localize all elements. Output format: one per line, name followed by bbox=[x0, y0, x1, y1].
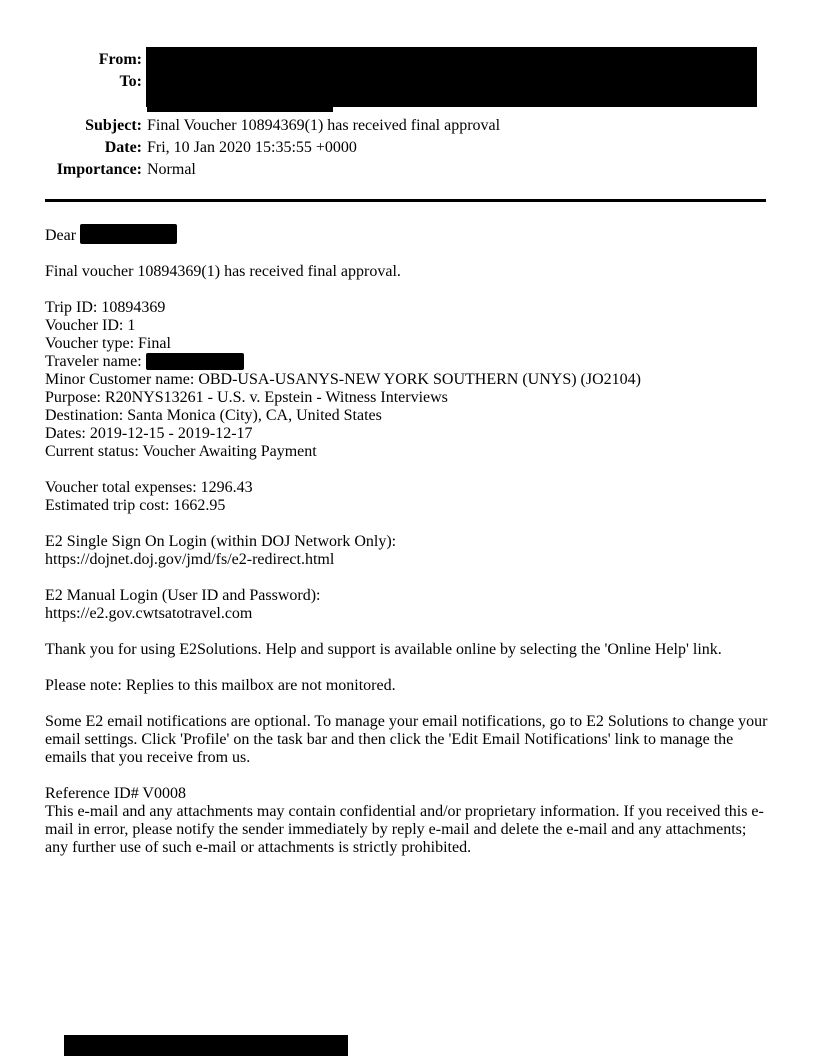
date-value: Fri, 10 Jan 2020 15:35:55 +0000 bbox=[147, 139, 357, 156]
opening-paragraph bbox=[45, 263, 805, 281]
from-to-redaction-bar bbox=[146, 47, 757, 107]
trip-id-line: Trip ID: 10894369 bbox=[45, 299, 166, 316]
salutation-paragraph bbox=[45, 224, 805, 245]
optional-notice-line: email settings. Click 'Profile' on the task bar and then click the 'Edit Email Notifications' link to manage the bbox=[45, 731, 734, 748]
optional-notice-paragraph bbox=[45, 713, 805, 767]
trip-details-paragraph bbox=[45, 299, 805, 461]
costs-paragraph bbox=[45, 479, 805, 515]
to-label: To: bbox=[119, 73, 142, 90]
salutation-text: Dear bbox=[45, 227, 77, 244]
header-divider bbox=[45, 199, 766, 202]
importance-value: Normal bbox=[147, 161, 196, 178]
estimate-line: Estimated trip cost: 1662.95 bbox=[45, 497, 226, 514]
disclaimer-line: This e-mail and any attachments may contain confidential and/or proprietary information. If you received this e- bbox=[45, 803, 764, 820]
voucher-type-line: Voucher type: Final bbox=[45, 335, 171, 352]
subject-value: Final Voucher 10894369(1) has received final approval bbox=[147, 117, 501, 134]
optional-notice-line: emails that you receive from us. bbox=[45, 749, 251, 766]
traveler-name-redaction-bar bbox=[146, 353, 244, 370]
header-row-date bbox=[45, 137, 767, 159]
disclaimer-line: any further use of such e-mail or attachments is strictly prohibited. bbox=[45, 839, 472, 856]
customer-line: Minor Customer name: OBD-USA-USANYS-NEW YORK SOUTHERN (UNYS) (JO2104) bbox=[45, 371, 641, 388]
sso-login-url: https://dojnet.doj.gov/jmd/fs/e2-redirect.html bbox=[45, 551, 335, 568]
thanks-line: Thank you for using E2Solutions. Help and support is available online by selecting the 'Online Help' link. bbox=[45, 641, 722, 658]
reference-disclaimer-paragraph bbox=[45, 785, 805, 857]
header-row-importance bbox=[45, 159, 767, 181]
sso-login-paragraph bbox=[45, 533, 805, 569]
sso-login-heading: E2 Single Sign On Login (within DOJ Network Only): bbox=[45, 533, 397, 550]
dates-line: Dates: 2019-12-15 - 2019-12-17 bbox=[45, 425, 253, 442]
destination-line: Destination: Santa Monica (City), CA, United States bbox=[45, 407, 382, 424]
header-row-subject bbox=[45, 115, 767, 137]
manual-login-paragraph bbox=[45, 587, 805, 623]
manual-login-url: https://e2.gov.cwtsatotravel.com bbox=[45, 605, 253, 622]
traveler-name-label: Traveler name: bbox=[45, 353, 142, 370]
optional-notice-line: Some E2 email notifications are optional. To manage your email notifications, go to E2 Solutions to change your bbox=[45, 713, 768, 730]
voucher-id-line: Voucher ID: 1 bbox=[45, 317, 136, 334]
recipient-name-redaction-bar bbox=[80, 224, 177, 244]
date-label: Date: bbox=[104, 139, 142, 156]
from-label: From: bbox=[98, 51, 142, 68]
disclaimer-line: mail in error, please notify the sender immediately by reply e-mail and delete the e-mail and any attachments; bbox=[45, 821, 747, 838]
manual-login-heading: E2 Manual Login (User ID and Password): bbox=[45, 587, 321, 604]
traveler-name-line bbox=[45, 353, 805, 371]
email-body bbox=[45, 224, 805, 857]
thanks-paragraph bbox=[45, 641, 805, 659]
subject-label: Subject: bbox=[85, 117, 142, 134]
reference-line: Reference ID# V0008 bbox=[45, 785, 186, 802]
bates-redaction-bar bbox=[64, 1035, 348, 1056]
purpose-line: Purpose: R20NYS13261 - U.S. v. Epstein - Witness Interviews bbox=[45, 389, 448, 406]
importance-label: Importance: bbox=[56, 161, 142, 178]
status-line: Current status: Voucher Awaiting Payment bbox=[45, 443, 317, 460]
expenses-line: Voucher total expenses: 1296.43 bbox=[45, 479, 253, 496]
note-paragraph bbox=[45, 677, 805, 695]
note-line: Please note: Replies to this mailbox are not monitored. bbox=[45, 677, 396, 694]
opening-line: Final voucher 10894369(1) has received final approval. bbox=[45, 263, 401, 280]
